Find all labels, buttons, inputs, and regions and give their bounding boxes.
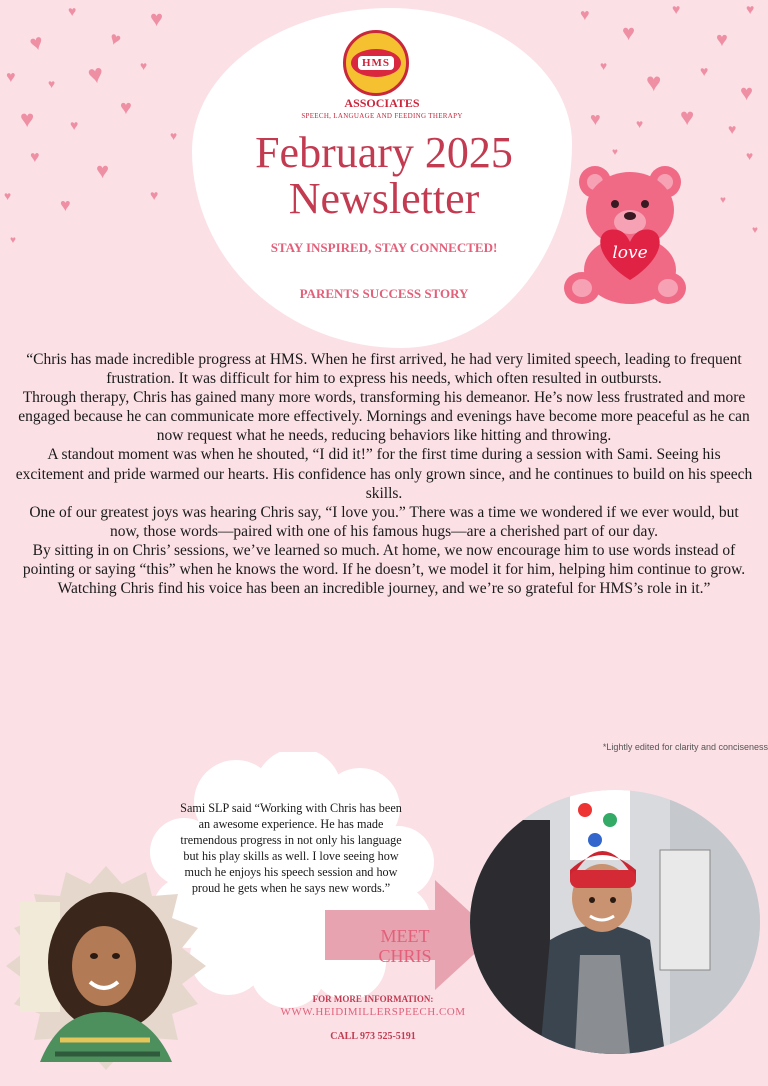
slp-quote: Sami SLP said “Working with Chris has been an awesome experience. He has made tremendous progress in not only his language but his play skills as well. I love seeing how much he enjoys his speech session and how proud he gets when he says new words.” xyxy=(180,801,402,895)
success-story xyxy=(14,350,754,598)
heart-icon: ♥ xyxy=(170,129,178,143)
heart-icon: ♥ xyxy=(30,149,40,166)
heart-icon: ♥ xyxy=(612,147,618,158)
heart-icon: ♥ xyxy=(746,149,754,163)
heart-icon: ♥ xyxy=(85,58,106,91)
teddy-bear-icon xyxy=(560,160,700,310)
heart-icon: ♥ xyxy=(716,29,728,51)
heart-icon: ♥ xyxy=(60,195,71,215)
chris-photo xyxy=(470,790,760,1054)
story-paragraph: By sitting in on Chris’ sessions, we’ve learned so much. At home, we now encourage him to use words instead of pointing or saying “this” when he knows the word. If he doesn’t, we model it for him, helping him continue to grow. xyxy=(22,541,746,579)
story-paragraph: “Chris has made incredible progress at HMS. When he first arrived, he had very limited speech, leading to frequent frustration. It was difficult for him to express his needs, which often resulted in outbursts. xyxy=(26,351,742,388)
phone-number[interactable]: CALL 973 525-5191 xyxy=(330,1031,416,1042)
footer-label: FOR MORE INFORMATION: xyxy=(312,994,434,1004)
heart-icon: ♥ xyxy=(106,27,124,51)
heart-icon: ♥ xyxy=(70,119,79,134)
edit-note: *Lightly edited for clarity and conciseness xyxy=(602,742,768,752)
heart-icon: ♥ xyxy=(580,7,590,24)
heart-icon: ♥ xyxy=(4,189,12,203)
logo-text: HMS xyxy=(358,56,394,70)
heart-icon: ♥ xyxy=(728,123,737,138)
title-line-1: February 2025 xyxy=(255,128,513,177)
heart-icon: ♥ xyxy=(752,225,758,236)
meet-line-2: CHRIS xyxy=(378,946,432,966)
heart-icon: ♥ xyxy=(680,105,695,131)
newsletter-title xyxy=(192,130,576,222)
heart-icon: ♥ xyxy=(740,80,754,105)
section-title: PARENTS SUCCESS STORY xyxy=(299,286,469,301)
therapist-photo xyxy=(0,862,212,1074)
website-link[interactable]: WWW.HEIDIMILLERSPEECH.COM xyxy=(280,1006,466,1018)
hms-logo xyxy=(343,30,409,96)
heart-icon: ♥ xyxy=(590,109,601,129)
chris-photo-illustration xyxy=(470,790,760,1054)
title-line-2: Newsletter xyxy=(288,174,480,223)
heart-icon: ♥ xyxy=(150,6,164,31)
tagline: STAY INSPIRED, STAY CONNECTED! xyxy=(270,240,498,255)
heart-icon: ♥ xyxy=(48,77,56,91)
story-paragraph: A standout moment was when he shouted, “I did it!” for the first time during a session with Sami. Seeing his excitement and pride warmed our hearts. His confidence has only grown since, and he continues to build on his speech skills. xyxy=(15,446,753,502)
story-paragraph: Watching Chris find his voice has been an incredible journey, and we’re so grateful for HMS’s role in it.” xyxy=(57,580,711,598)
heart-icon: ♥ xyxy=(20,107,35,133)
org-tagline: SPEECH, LANGUAGE AND FEEDING THERAPY xyxy=(301,112,463,120)
heart-icon: ♥ xyxy=(150,189,159,204)
heart-icon: ♥ xyxy=(68,5,77,20)
heart-icon: ♥ xyxy=(646,68,662,97)
heart-icon: ♥ xyxy=(26,28,46,57)
heart-icon: ♥ xyxy=(96,158,110,183)
heart-icon: ♥ xyxy=(746,3,755,18)
heart-icon: ♥ xyxy=(10,235,16,246)
bear-heart-label: love xyxy=(612,243,648,263)
heart-icon: ♥ xyxy=(600,59,608,73)
meet-line-1: MEET xyxy=(380,926,430,946)
heart-icon: ♥ xyxy=(636,117,644,131)
heart-icon: ♥ xyxy=(672,3,681,18)
heart-icon: ♥ xyxy=(720,195,726,206)
story-paragraph: Through therapy, Chris has gained many more words, transforming his demeanor. He’s now less frustrated and more engaged because he can communicate more effectively. Mornings and evenings have become more peaceful as he can now request what he needs, reducing behaviors like hitting and throwing. xyxy=(18,389,750,445)
story-paragraph: One of our greatest joys was hearing Chris say, “I love you.” There was a time we wondered if we ever would, but now, those words—paired with one of his famous hugs—are a cherished part of our day. xyxy=(29,503,739,540)
heart-icon: ♥ xyxy=(140,59,148,73)
lips-icon xyxy=(351,49,401,77)
heart-icon: ♥ xyxy=(6,69,16,86)
meet-chris-label xyxy=(355,926,455,966)
heart-icon: ♥ xyxy=(622,20,636,45)
org-name: ASSOCIATES xyxy=(344,96,420,110)
heart-icon: ♥ xyxy=(120,97,132,119)
heart-icon: ♥ xyxy=(700,65,709,80)
